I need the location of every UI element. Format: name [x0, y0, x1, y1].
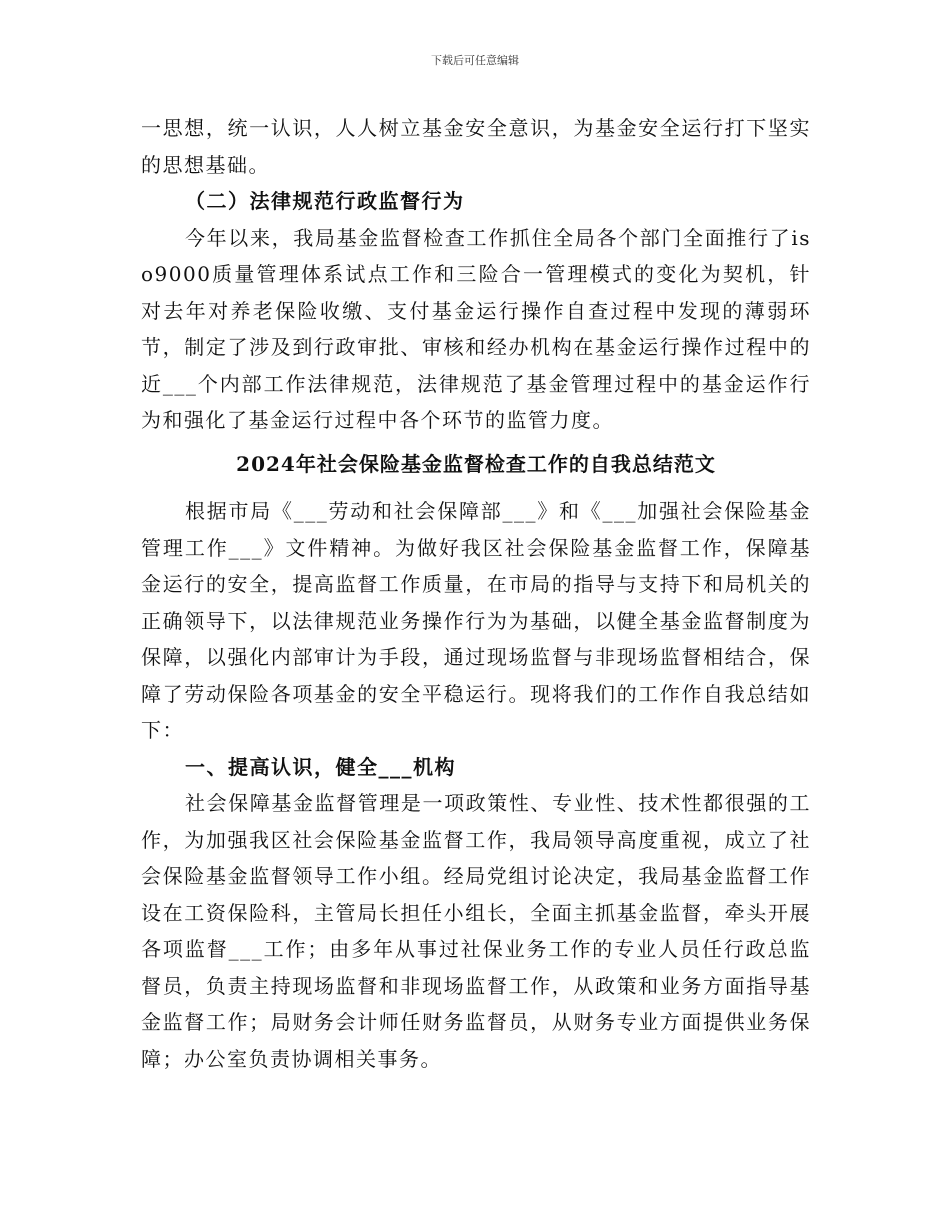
section-heading-legal: （二）法律规范行政监督行为 [185, 189, 465, 213]
document-body [141, 110, 811, 1077]
intro-paragraph: 根据市局《___劳动和社会保障部___》和《___加强社会保险基金管理工作___》文件精神。为做好我区社会保险基金监督工作，保障基金运行的安全，提高监督工作质量，在市局的指导与支持下和局机关的正确领导下，以法律规范业务操作行为为基础，以健全基金监督制度为保障，以强化内部审计为手段，通过现场监督与非现场监督相结合，保障了劳动保险各项基金的安全平稳运行。现将我们的工作作自我总结如下： [141, 499, 811, 742]
continuation-paragraph: 一思想，统一认识，人人树立基金安全意识，为基金安全运行打下坚实的思想基础。 [141, 116, 811, 177]
page-header: 下载后可任意编辑 [431, 54, 519, 67]
legal-paragraph: 今年以来，我局基金监督检查工作抓住全局各个部门全面推行了iso9000质量管理体系试点工作和三险合一管理模式的变化为契机，针对去年对养老保险收缴、支付基金运行操作自查过程中发现的薄弱环节，制定了涉及到行政审批、审核和经办机构在基金运行操作过程中的近___个内部工作法律规范，法律规范了基金管理过程中的基金运作行为和强化了基金运行过程中各个环节的监管力度。 [141, 225, 811, 432]
section-1-paragraph: 社会保障基金监督管理是一项政策性、专业性、技术性都很强的工作，为加强我区社会保险基金监督工作，我局领导高度重视，成立了社会保险基金监督领导工作小组。经局党组讨论决定，我局基金监督工作设在工资保险科，主管局长担任小组长，全面主抓基金监督，牵头开展各项监督___工作；由多年从事过社保业务工作的专业人员任行政总监督员，负责主持现场监督和非现场监督工作，从政策和业务方面指导基金监督工作；局财务会计师任财务监督员，从财务专业方面提供业务保障；办公室负责协调相关事务。 [141, 791, 811, 1071]
document-title: 2024年社会保险基金监督检查工作的自我总结范文 [236, 451, 716, 476]
section-heading-1: 一、提高认识，健全___机构 [185, 754, 456, 779]
